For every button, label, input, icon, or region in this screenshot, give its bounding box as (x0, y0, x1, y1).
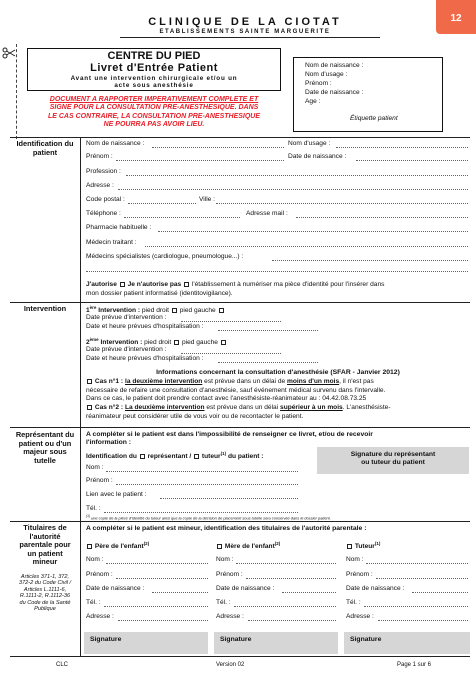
footer-right: Page 1 sur 6 (397, 662, 432, 668)
repr-footnote-mark: (1) (86, 514, 90, 518)
mere-date: Date de naissance : (216, 585, 275, 592)
i1-date-prevue-line[interactable] (181, 314, 281, 322)
rule-intervention-top (10, 302, 470, 303)
line-adresse[interactable] (118, 182, 468, 190)
tit-s5: mineur (32, 557, 58, 567)
clinic-name: CLINIQUE DE LA CIOTAT (148, 16, 342, 28)
mere-nom-line[interactable] (236, 556, 336, 564)
tuteur-sup: (1) (220, 451, 227, 456)
tuteur-checkbox[interactable] (194, 454, 199, 459)
pere-adresse: Adresse : (86, 613, 114, 620)
repr-ident-label: Identification du (86, 453, 137, 461)
line-profession[interactable] (126, 168, 468, 176)
non-autorise-label: Je n'autorise pas (127, 281, 182, 288)
cas1-line2: nécessaire de refaire une consultation d'anesthésie, sauf événement médical survenu dans l'intervalle. (86, 386, 386, 394)
tuteur-tel: Tél. : (346, 599, 361, 606)
tuteur-adresse: Adresse : (346, 613, 374, 620)
label-age: Age : (305, 98, 321, 105)
section-titulaires (12, 524, 78, 567)
autorise-text2: mon dossier patient informatisé (identitovigilance). (86, 289, 233, 297)
repr-lien-line[interactable] (160, 491, 298, 499)
i1-date-prevue: Date prévue d'intervention : (86, 314, 167, 321)
representant-ident (86, 451, 263, 461)
repr-lien: Lien avec le patient : (86, 491, 147, 498)
clinic-subtitle: ETABLISSEMENTS SAINTE MARGUERITE (159, 29, 331, 35)
warning-line3: LE CAS CONTRAIRE, LA CONSULTATION PRE-ANESTHESIQUE (47, 112, 261, 120)
pere-tel: Tél. : (86, 599, 101, 606)
cas1-deuxieme: la deuxième intervention (124, 378, 203, 385)
autorise-text1: l'établissement à numériser ma pièce d'identité pour l'insérer dans (191, 281, 385, 288)
anesthesie-info-title: Informations concernant la consultation d'anesthésie (SFAR - Janvier 2012) (156, 369, 400, 376)
tuteur-nom: Nom : (346, 556, 364, 563)
mere-checkbox[interactable] (217, 544, 222, 549)
repr-tel: Tél. : (86, 505, 101, 512)
i2-num: 2 (86, 339, 90, 347)
header-rule (120, 37, 380, 38)
mere-date-line[interactable] (282, 585, 336, 593)
section-representant: Représentant du patient ou d'un majeur sous tutelle (15, 430, 75, 465)
cas2-text2: . L'anesthésiste- (342, 404, 391, 412)
line-prenom[interactable] (116, 153, 284, 161)
pere-tel-line[interactable] (104, 599, 208, 607)
pere-prenom-line[interactable] (116, 571, 208, 579)
title-line4: acte sous anesthésie (114, 82, 194, 89)
anesthesie-info-text (86, 378, 470, 422)
field-telephone: Téléphone : (86, 210, 121, 217)
line-nom-naissance[interactable] (152, 140, 284, 148)
label-birth-name: Nom de naissance : (305, 62, 364, 69)
cas2-deuxieme: La deuxième intervention (124, 404, 205, 412)
section-identification: Identification du patient (16, 139, 74, 157)
i2-date-prevue: Date prévue d'intervention : (86, 346, 167, 353)
mere-header (216, 541, 280, 551)
page-badge-number: 12 (450, 13, 462, 24)
representant-intro1: A compléter si le patient est dans l'impossibilité de renseigner ce livret, et/ou de recevoir (86, 431, 373, 438)
representant-checkbox[interactable] (140, 454, 145, 459)
cas1-text1: est prévue dans un délai de (204, 378, 286, 385)
i1-pied-gauche-checkbox[interactable] (219, 308, 224, 313)
mere-adresse-line[interactable] (248, 613, 336, 621)
cas1-text2: , il n'est pas (339, 378, 374, 385)
mere-tel-line[interactable] (234, 599, 336, 607)
title-line3: Avant une intervention chirurgicale et/ou un (70, 75, 238, 82)
label-usage-name: Nom d'usage : (305, 71, 348, 78)
representant-intro (86, 431, 470, 448)
i2-pied-gauche-checkbox[interactable] (221, 340, 226, 345)
line-telephone[interactable] (124, 210, 240, 218)
tuteur-prenom-line[interactable] (376, 571, 468, 579)
pere-signature-label: Signature (90, 636, 122, 643)
line-ville[interactable] (216, 196, 468, 204)
field-profession: Profession : (86, 168, 121, 175)
field-adresse: Adresse : (86, 182, 114, 189)
tit-art2: 372-2 du Code Civil / (18, 580, 72, 587)
line-nom-usage[interactable] (336, 140, 468, 148)
tuteur-parent-checkbox[interactable] (347, 544, 352, 549)
cas2-superieur: supérieur à un mois (280, 404, 343, 412)
cut-line (16, 44, 17, 139)
cas1-label: Cas n°1 : (94, 378, 124, 385)
line-specialistes-2[interactable] (86, 264, 468, 272)
i2-pied-droit: pied droit (144, 339, 172, 347)
label-caption: Étiquette patient (350, 115, 398, 122)
repr-nom-line[interactable] (106, 464, 298, 472)
line-pharmacie[interactable] (158, 224, 468, 232)
warning-line2: SIGNE POUR LA CONSULTATION PRE-ANESTHESIQUE. DANS (49, 104, 259, 112)
rule-representant-top (10, 427, 470, 428)
warning-line4: NE POURRA PAS AVOIR LIEU. (103, 121, 205, 129)
pere-nom: Nom : (86, 556, 104, 563)
cas2-checkbox[interactable] (87, 405, 92, 410)
field-date-naissance: Date de naissance : (288, 153, 347, 160)
tuteur-parent-label: Tuteur (354, 543, 375, 551)
pere-prenom: Prénom : (86, 571, 113, 578)
cas2-text1: est prévue dans un délai (206, 404, 279, 412)
representant-intro2: l'information : (86, 439, 132, 447)
footer-center: Version 02 (216, 662, 245, 668)
pere-nom-line[interactable] (106, 556, 208, 564)
i1-date-heure-line[interactable] (218, 323, 318, 331)
cas1-checkbox[interactable] (87, 379, 92, 384)
field-nom-naissance: Nom de naissance : (86, 140, 145, 147)
non-autorise-checkbox[interactable] (184, 282, 189, 287)
scissors-icon (2, 46, 16, 60)
i1-date-heure: Date et heure prévues d'hospitalisation : (86, 323, 204, 330)
tuteur-parent-sup: (1) (374, 541, 381, 546)
mere-label: Mère de l'enfant (224, 543, 275, 551)
tuteur-header (346, 541, 380, 551)
repr-prenom: Prénom : (86, 477, 113, 484)
line-medecin[interactable] (145, 239, 468, 247)
cas1-line3: Dans ce cas, le patient doit prendre contact avec l'anesthésiste-réanimateur au : 04.42.08.73.25 (86, 395, 367, 403)
tit-s2: l'autorité (29, 531, 61, 541)
i1-pied-droit-checkbox[interactable] (172, 308, 177, 313)
tit-s3: parentale pour (19, 540, 71, 550)
tuteur-date-line[interactable] (412, 585, 468, 593)
titulaires-intro: A compléter si le patient est mineur, identification des titulaires de l'autorité parentale : (86, 525, 367, 532)
line-adresse-mail[interactable] (296, 210, 468, 218)
tuteur-nom-line[interactable] (366, 556, 468, 564)
repr-nom: Nom : (86, 464, 104, 471)
footer-left: CLC (56, 662, 69, 668)
pere-header (86, 541, 149, 551)
mere-tel: Tél. : (216, 599, 231, 606)
tuteur-prenom: Prénom : (346, 571, 373, 578)
i1-pied-gauche: pied gauche (179, 307, 216, 315)
i2-date-prevue-line[interactable] (181, 346, 281, 354)
tit-art4: R.1111-2, R.1112-36 (19, 593, 71, 600)
i2-pied-droit-checkbox[interactable] (174, 340, 179, 345)
field-adresse-mail: Adresse mail : (246, 210, 288, 217)
mere-sup: (2) (274, 541, 281, 546)
field-prenom: Prénom : (86, 153, 113, 160)
tuteur-date: Date de naissance : (346, 585, 405, 592)
tit-art6: Publique (34, 606, 56, 613)
repr-footnote (86, 515, 331, 521)
pere-adresse-line[interactable] (118, 613, 208, 621)
line-code-postal[interactable] (128, 196, 196, 204)
tit-s4: un patient (27, 548, 63, 558)
i2-sup: ème (89, 337, 99, 342)
autorise-label: J'autorise (86, 281, 117, 288)
repr-tel-line[interactable] (104, 505, 298, 513)
autorise-checkbox[interactable] (120, 282, 125, 287)
i2-date-heure-line[interactable] (218, 355, 318, 363)
field-nom-usage: Nom d'usage : (288, 140, 331, 147)
line-date-naissance[interactable] (356, 153, 468, 161)
repr-sig-line2: ou tuteur du patient (361, 459, 425, 467)
tuteur-label: tuteur (201, 453, 221, 461)
i2-date-heure: Date et heure prévues d'hospitalisation : (86, 355, 204, 362)
repr-prenom-line[interactable] (116, 477, 298, 485)
cas2-label: Cas n°2 : (94, 404, 124, 412)
rule-ident-top (10, 137, 470, 138)
titulaires-articles (12, 574, 78, 613)
title-line2: Livret d'Entrée Patient (90, 62, 218, 74)
section-intervention: Intervention (23, 304, 67, 313)
title-line1: CENTRE DU PIED (107, 50, 201, 62)
repr-du-patient: du patient : (227, 453, 264, 461)
pere-date-line[interactable] (152, 585, 208, 593)
warning-text (27, 96, 281, 130)
label-birth-date: Date de naissance : (305, 89, 364, 96)
field-medecin: Médecin traitant : (86, 239, 137, 246)
mere-nom: Nom : (216, 556, 234, 563)
mere-adresse: Adresse : (216, 613, 244, 620)
cas1-moins-mois: moins d'un mois (287, 378, 340, 385)
repr-sig-line1: Signature du représentant (350, 451, 436, 458)
field-specialistes: Médecins spécialistes (cardiologue, pneumologue...) : (86, 253, 244, 260)
i2-pied-gauche: pied gauche (181, 339, 218, 347)
i2-label: Intervention : (100, 339, 143, 347)
pere-checkbox[interactable] (87, 544, 92, 549)
line-specialistes-1[interactable] (272, 253, 468, 261)
tuteur-adresse-line[interactable] (378, 613, 468, 621)
field-code-postal: Code postal : (86, 196, 125, 203)
repr-signature-label (317, 451, 469, 468)
tit-s1: Titulaires de (23, 523, 67, 532)
tit-art3: Articles L.1111-6, (23, 586, 67, 593)
field-ville: Ville : (199, 196, 216, 203)
column-divider (80, 137, 81, 656)
mere-prenom: Prénom : (216, 571, 243, 578)
pere-sup: (2) (143, 541, 150, 546)
tit-art1: Articles 371-1, 372, (20, 574, 70, 580)
cas2-line2: réanimateur peut considérer utile de vous voir ou de recontacter le patient. (86, 412, 304, 420)
mere-prenom-line[interactable] (246, 571, 336, 579)
rule-bottom (10, 656, 470, 657)
i1-sup: ère (89, 305, 97, 310)
warning-line1: DOCUMENT A RAPPORTER IMPERATIVEMENT COMPLETE ET (49, 96, 259, 103)
field-pharmacie: Pharmacie habituelle : (86, 224, 152, 231)
autorisation-text (86, 281, 470, 298)
tuteur-signature-label: Signature (350, 636, 382, 643)
mere-signature-label: Signature (220, 636, 252, 643)
tuteur-tel-line[interactable] (364, 599, 468, 607)
i1-label: Intervention : (98, 307, 141, 315)
i1-num: 1 (86, 307, 90, 315)
repr-footnote-text: une copie de la pièce d'identité du tuteur ainsi que la copie de la décision de placement sous tutelle sera conservée dans le dossier patient. (91, 515, 331, 521)
rule-titulaires-top (10, 521, 470, 522)
repr-label: représentant / (147, 453, 192, 461)
tit-art5: du Code de la Santé (19, 599, 71, 606)
label-first-name: Prénom : (305, 80, 332, 87)
pere-date: Date de naissance : (86, 585, 145, 592)
i1-pied-droit: pied droit (141, 307, 170, 315)
pere-label: Père de l'enfant (94, 543, 144, 551)
